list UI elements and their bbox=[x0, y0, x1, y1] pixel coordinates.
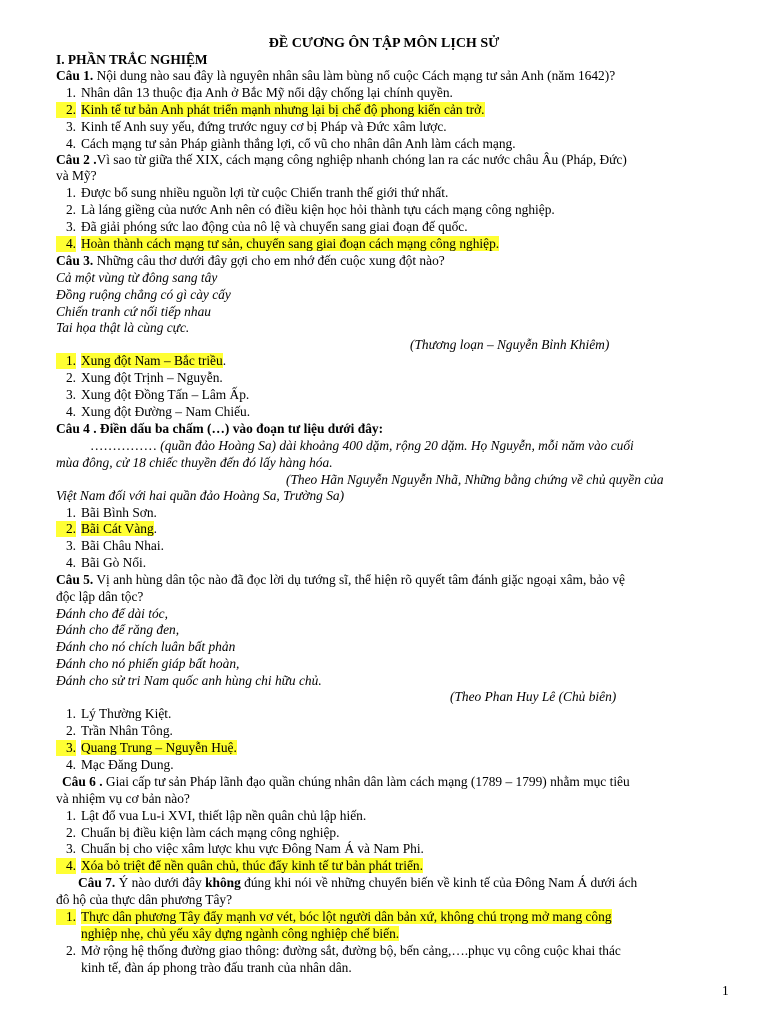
question-text: đúng khi nói về những chuyển biến về kinh tế của Đông Nam Á dưới ách bbox=[240, 875, 638, 890]
option-text-highlighted: Bãi Cát Vàng bbox=[81, 521, 154, 536]
question-6-cont: và nhiệm vụ cơ bản nào? bbox=[56, 791, 190, 806]
passage-text: (quần đảo Hoàng Sa) dài khoảng 400 dặm, rộng 20 dặm. Họ Nguyễn, mỗi năm vào cuối bbox=[156, 438, 634, 453]
option-text: Xung đột Trịnh – Nguyễn. bbox=[81, 370, 223, 385]
option-number: 3. bbox=[65, 841, 76, 856]
q2-option-2 bbox=[56, 202, 555, 218]
option-number: 1. bbox=[65, 185, 76, 200]
option-text-highlighted: Quang Trung – Nguyễn Huệ. bbox=[81, 740, 237, 755]
q5-option-1 bbox=[56, 706, 171, 722]
question-number: Câu 6 . bbox=[62, 774, 103, 789]
q4-option-4 bbox=[56, 555, 146, 571]
q3-option-3 bbox=[56, 387, 249, 403]
q7-option-2-cont: kinh tế, đàn áp phong trào đấu tranh của nhân dân. bbox=[81, 960, 352, 975]
option-text: Đã giải phóng sức lao động của nô lệ và chuyển sang giai đoạn đế quốc. bbox=[81, 219, 468, 234]
q7-option-2 bbox=[56, 943, 621, 959]
option-text-highlighted: Thực dân phương Tây đẩy mạnh vơ vét, bóc lột người dân bản xứ, không chú trọng mở mang công bbox=[81, 909, 612, 924]
passage-line bbox=[90, 438, 634, 454]
option-number: 3. bbox=[65, 119, 76, 134]
question-emphasis: không bbox=[205, 875, 241, 890]
question-7-cont: đô hộ của thực dân phương Tây? bbox=[56, 892, 233, 907]
option-number: 2. bbox=[56, 102, 76, 118]
section-heading: I. PHẦN TRẮC NGHIỆM bbox=[56, 52, 208, 67]
option-text-highlighted: nghiệp nhẹ, chủ yếu xây dựng ngành công nghiệp chế biến. bbox=[81, 926, 400, 941]
option-number: 4. bbox=[56, 858, 76, 874]
option-text-tail: . bbox=[222, 353, 227, 368]
poem-line: Chiến tranh cứ nối tiếp nhau bbox=[56, 304, 211, 319]
option-number: 2. bbox=[65, 370, 76, 385]
option-number: 4. bbox=[65, 136, 76, 151]
question-5-cont: độc lập dân tộc? bbox=[56, 589, 144, 604]
option-text-highlighted: Xung đột Nam – Bắc triều bbox=[81, 353, 223, 368]
option-text: Bãi Bình Sơn. bbox=[81, 505, 157, 520]
option-text: Là láng giềng của nước Anh nên có điều kiện học hỏi thành tựu cách mạng công nghiệp. bbox=[81, 202, 555, 217]
q2-option-4 bbox=[56, 236, 499, 252]
q1-option-3 bbox=[56, 119, 447, 135]
option-text-tail: . bbox=[153, 521, 158, 536]
question-number: Câu 1. bbox=[56, 68, 94, 83]
q6-option-4 bbox=[56, 858, 423, 874]
quote-source: (Thương loạn – Nguyễn Bỉnh Khiêm) bbox=[410, 337, 610, 352]
question-7 bbox=[78, 875, 637, 891]
q3-option-1 bbox=[56, 353, 226, 369]
option-text: Xung đột Đồng Tấn – Lâm Ấp. bbox=[81, 387, 250, 402]
option-number: 1. bbox=[56, 353, 76, 369]
option-text: Lật đổ vua Lu-i XVI, thiết lập nền quân chủ lập hiến. bbox=[81, 808, 367, 823]
poem-line: Đánh cho để dài tóc, bbox=[56, 606, 168, 621]
option-text: Kinh tế Anh suy yếu, đứng trước nguy cơ bị Pháp và Đức xâm lược. bbox=[81, 119, 447, 134]
option-text: Bãi Gò Nổi. bbox=[81, 555, 147, 570]
blank-dots: …………… bbox=[90, 438, 157, 453]
option-number: 3. bbox=[65, 538, 76, 553]
option-text: Mở rộng hệ thống đường giao thông: đường sắt, đường bộ, bến cảng,….phục vụ công cuộc khai thác bbox=[81, 943, 621, 958]
option-number: 1. bbox=[56, 909, 76, 925]
option-number: 2. bbox=[65, 825, 76, 840]
question-1 bbox=[56, 68, 615, 84]
option-text: Xung đột Đường – Nam Chiếu. bbox=[81, 404, 251, 419]
question-text: Những câu thơ dưới đây gợi cho em nhớ đến cuộc xung đột nào? bbox=[93, 253, 445, 268]
option-number: 4. bbox=[56, 236, 76, 252]
question-number: Câu 5. bbox=[56, 572, 94, 587]
question-2 bbox=[56, 152, 627, 168]
question-number: Câu 7. bbox=[78, 875, 116, 890]
q1-option-2 bbox=[56, 102, 485, 118]
option-text: Nhân dân 13 thuộc địa Anh ở Bắc Mỹ nổi dậy chống lại chính quyền. bbox=[81, 85, 453, 100]
poem-line: Đồng ruộng chẳng có gì cày cấy bbox=[56, 287, 231, 302]
option-text-highlighted: Hoàn thành cách mạng tư sản, chuyển sang giai đoạn cách mạng công nghiệp. bbox=[81, 236, 500, 251]
option-number: 1. bbox=[65, 808, 76, 823]
passage-line: mùa đông, cử 18 chiếc thuyền đến đó lấy hàng hóa. bbox=[56, 455, 333, 470]
question-2-cont: và Mỹ? bbox=[56, 168, 97, 183]
option-text: Bãi Châu Nhai. bbox=[81, 538, 164, 553]
quote-source-cont: Việt Nam đối với hai quần đảo Hoàng Sa, Trường Sa) bbox=[56, 488, 345, 503]
question-text: Vị anh hùng dân tộc nào đã đọc lời dụ tướng sĩ, thể hiện rõ quyết tâm đánh giặc ngoại xâm, bảo vệ bbox=[93, 572, 625, 587]
option-number: 3. bbox=[65, 219, 76, 234]
q1-option-4 bbox=[56, 136, 516, 152]
question-number: Câu 3. bbox=[56, 253, 94, 268]
question-text: Giai cấp tư sản Pháp lãnh đạo quần chúng nhân dân làm cách mạng (1789 – 1799) nhằm mục tiêu bbox=[102, 774, 630, 789]
q3-option-2 bbox=[56, 370, 223, 386]
document-title: ĐỀ CƯƠNG ÔN TẬP MÔN LỊCH SỬ bbox=[268, 36, 500, 51]
q5-option-3 bbox=[56, 740, 237, 756]
q6-option-1 bbox=[56, 808, 366, 824]
option-text: Trần Nhân Tông. bbox=[81, 723, 173, 738]
quote-source: (Theo Phan Huy Lê (Chủ biên) bbox=[450, 689, 617, 704]
q4-option-1 bbox=[56, 505, 157, 521]
question-text: Ý nào dưới đây bbox=[115, 875, 206, 890]
q4-option-3 bbox=[56, 538, 164, 554]
q1-option-1 bbox=[56, 85, 453, 101]
question-5 bbox=[56, 572, 625, 588]
poem-line: Tai họa thật là cùng cực. bbox=[56, 320, 190, 335]
q7-option-1-cont bbox=[81, 926, 399, 942]
poem-line: Đánh cho nó chích luân bất phản bbox=[56, 639, 236, 654]
q6-option-2 bbox=[56, 825, 339, 841]
option-text-highlighted: Xóa bỏ triệt để nền quân chủ, thúc đẩy kinh tế tư bản phát triển. bbox=[81, 858, 423, 873]
q2-option-3 bbox=[56, 219, 468, 235]
question-3 bbox=[56, 253, 445, 269]
q4-option-2 bbox=[56, 521, 157, 537]
option-text: Lý Thường Kiệt. bbox=[81, 706, 172, 721]
question-6 bbox=[62, 774, 630, 790]
option-text: Được bổ sung nhiều nguồn lợi từ cuộc Chiến tranh thế giới thứ nhất. bbox=[81, 185, 449, 200]
option-number: 1. bbox=[65, 85, 76, 100]
option-number: 2. bbox=[56, 521, 76, 537]
q3-option-4 bbox=[56, 404, 250, 420]
option-number: 1. bbox=[65, 505, 76, 520]
option-number: 4. bbox=[65, 404, 76, 419]
option-text: Mạc Đăng Dung. bbox=[81, 757, 174, 772]
q5-option-2 bbox=[56, 723, 173, 739]
q2-option-1 bbox=[56, 185, 448, 201]
option-number: 2. bbox=[65, 723, 76, 738]
poem-line: Đánh cho để răng đen, bbox=[56, 622, 180, 637]
question-number: Câu 2 . bbox=[56, 152, 97, 167]
q5-option-4 bbox=[56, 757, 174, 773]
poem-line: Đánh cho nó phiến giáp bất hoàn, bbox=[56, 656, 240, 671]
option-text: Chuẩn bị cho việc xâm lược khu vực Đông Nam Á và Nam Phi. bbox=[81, 841, 424, 856]
poem-line: Đánh cho sử tri Nam quốc anh hùng chi hữu chủ. bbox=[56, 673, 322, 688]
option-text: Chuẩn bị điều kiện làm cách mạng công nghiệp. bbox=[81, 825, 340, 840]
option-number: 2. bbox=[65, 202, 76, 217]
q6-option-3 bbox=[56, 841, 424, 857]
option-number: 4. bbox=[65, 555, 76, 570]
q7-option-1 bbox=[56, 909, 612, 925]
option-text: Cách mạng tư sản Pháp giành thắng lợi, cổ vũ cho nhân dân Anh làm cách mạng. bbox=[81, 136, 516, 151]
poem-line: Cả một vùng từ đông sang tây bbox=[56, 270, 218, 285]
option-number: 3. bbox=[56, 740, 76, 756]
option-number: 2. bbox=[65, 943, 76, 958]
option-text-highlighted: Kinh tế tư bản Anh phát triển mạnh nhưng lại bị chế độ phong kiến cản trở. bbox=[81, 102, 485, 117]
option-number: 3. bbox=[65, 387, 76, 402]
option-number: 1. bbox=[65, 706, 76, 721]
quote-source: (Theo Hãn Nguyễn Nguyễn Nhã, Những bằng chứng về chủ quyền của bbox=[286, 472, 664, 487]
question-text: Nội dung nào sau đây là nguyên nhân sâu làm bùng nổ cuộc Cách mạng tư sản Anh (năm 1642)? bbox=[93, 68, 616, 83]
question-4: Câu 4 . Điền dấu ba chấm (…) vào đoạn tư liệu dưới đây: bbox=[56, 421, 384, 436]
option-number: 4. bbox=[65, 757, 76, 772]
page-number: 1 bbox=[722, 983, 729, 998]
question-text: Vì sao từ giữa thế XIX, cách mạng công nghiệp nhanh chóng lan ra các nước châu Âu (Pháp, Đức) bbox=[96, 152, 627, 167]
